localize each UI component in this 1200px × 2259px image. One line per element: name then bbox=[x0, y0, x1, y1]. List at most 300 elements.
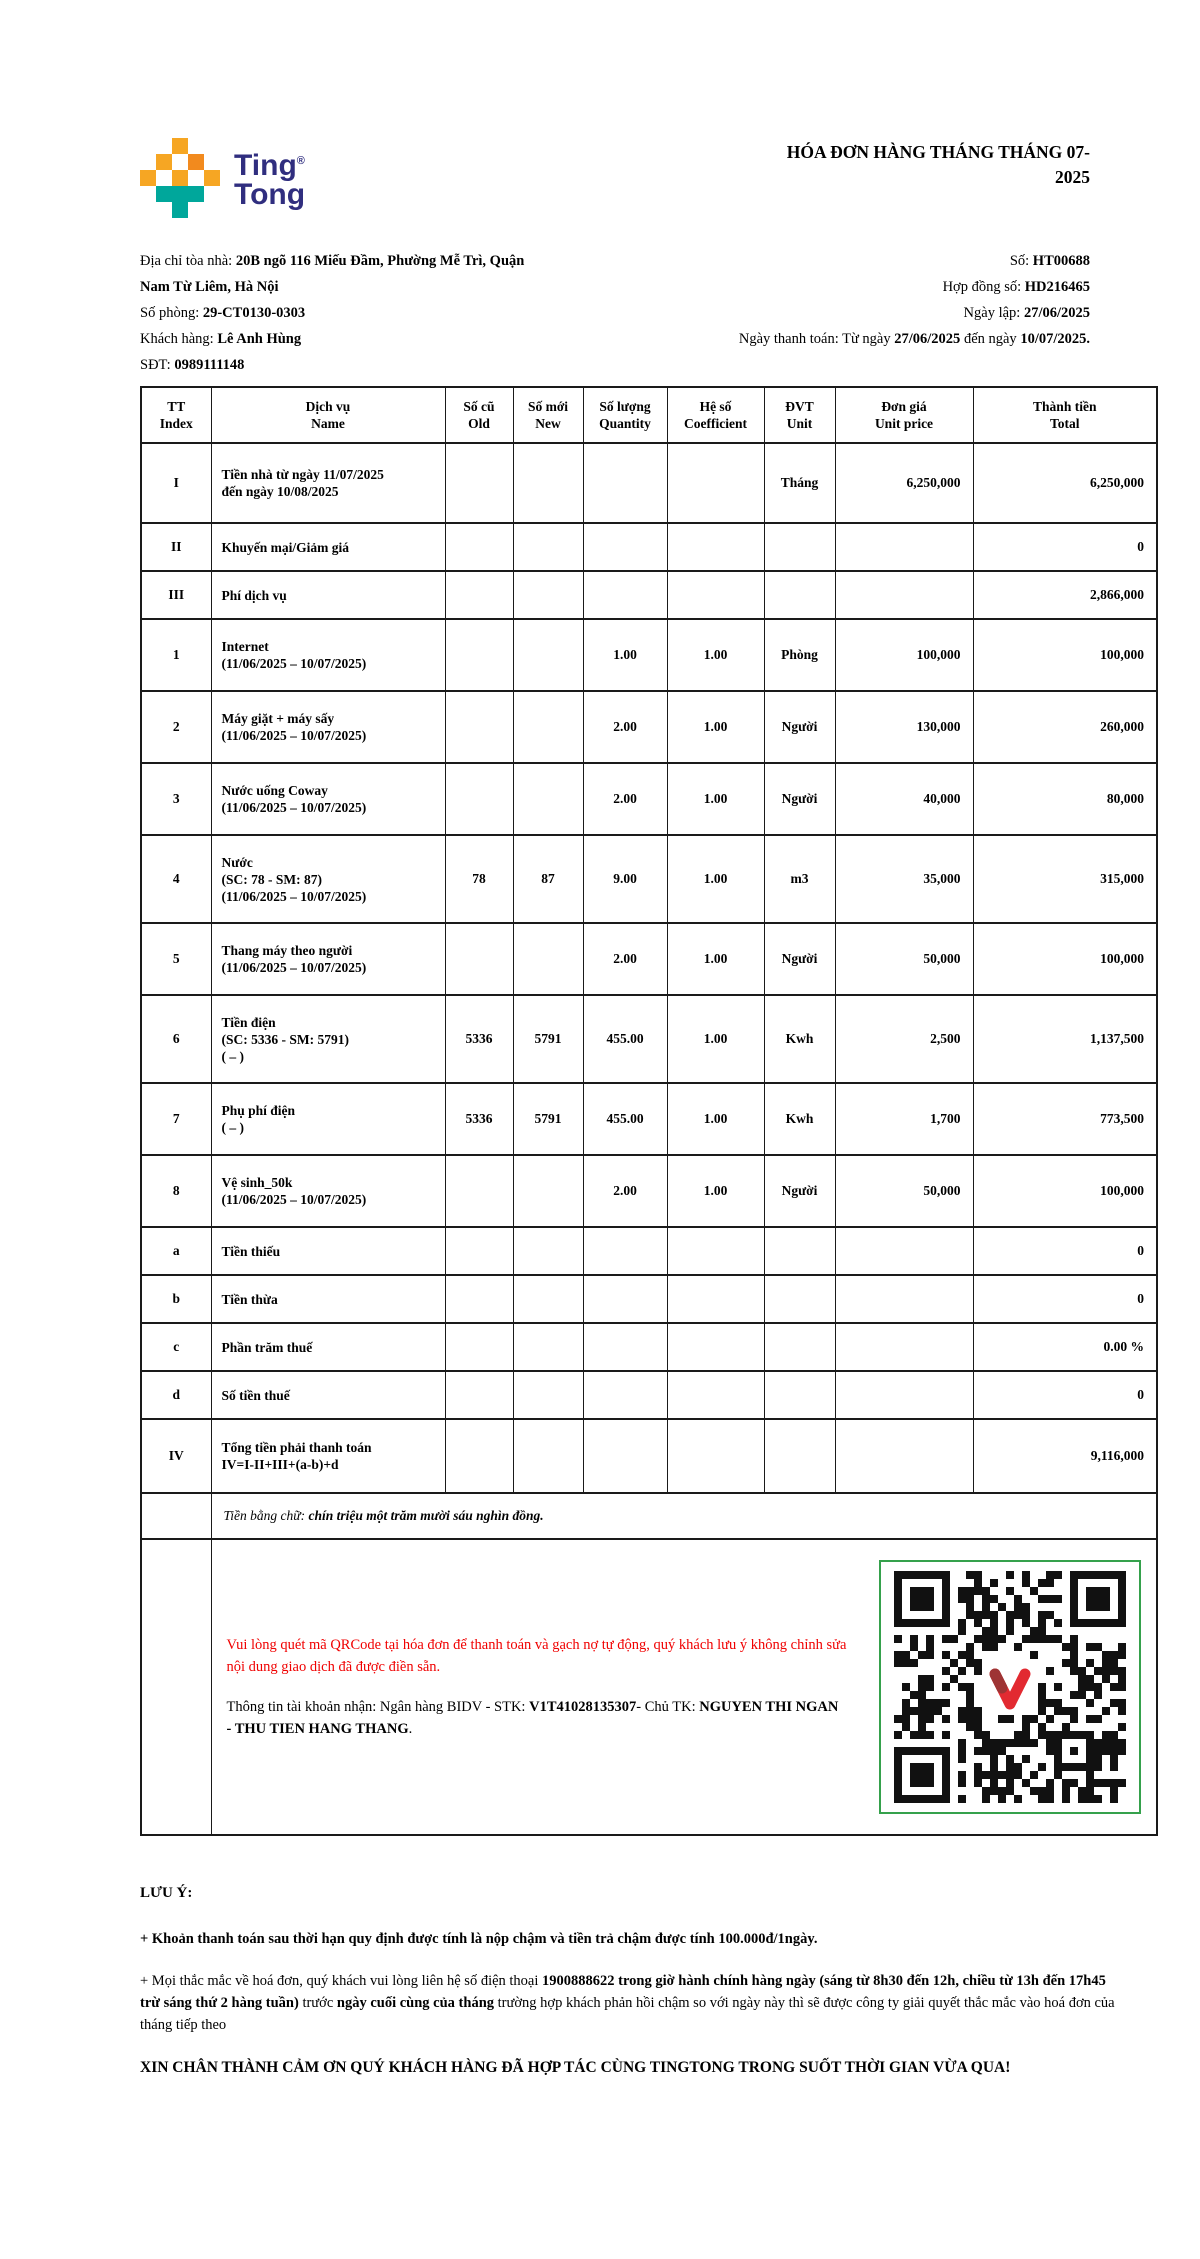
cell-name-line: Nước uống Coway bbox=[221, 783, 328, 798]
header-info-row bbox=[140, 326, 1156, 352]
invoice-title-line: HÓA ĐƠN HÀNG THÁNG THÁNG 07- bbox=[786, 142, 1090, 162]
table-row bbox=[141, 995, 1157, 1083]
cell-unit-price bbox=[835, 1323, 973, 1371]
text-segment: đến ngày bbox=[960, 331, 1021, 347]
logo-pixel-empty bbox=[188, 138, 204, 154]
cell-unit-price: 100,000 bbox=[835, 619, 973, 691]
cell-quantity: 9.00 bbox=[583, 835, 667, 923]
text-segment: Ngày thanh toán: Từ ngày bbox=[738, 331, 895, 347]
text-segment: 20B ngõ 116 Miếu Đầm, Phường Mễ Trì, Quận bbox=[235, 253, 525, 269]
notes-paragraph bbox=[140, 2056, 1116, 2080]
cell-new: 5791 bbox=[513, 995, 583, 1083]
text-segment: trước bbox=[298, 1995, 337, 2011]
footer-notes bbox=[140, 1882, 1156, 2080]
cell-total: 0 bbox=[973, 1275, 1157, 1323]
cell-quantity: 455.00 bbox=[583, 995, 667, 1083]
logo-pixel bbox=[156, 154, 172, 170]
cell-name-line: Tiền thiếu bbox=[221, 1243, 281, 1259]
cell-index: III bbox=[141, 571, 211, 619]
header-info-right bbox=[739, 326, 1156, 352]
cell-index: 5 bbox=[141, 923, 211, 995]
text-segment: Địa chỉ tòa nhà: bbox=[140, 253, 236, 269]
amount-in-words-row bbox=[141, 1493, 1157, 1539]
header-info-right bbox=[943, 274, 1156, 300]
text-segment: V1T41028135307 bbox=[529, 1699, 637, 1715]
empty-index-cell bbox=[141, 1539, 211, 1835]
cell-unit-price bbox=[835, 1371, 973, 1419]
cell-coefficient: 1.00 bbox=[667, 691, 764, 763]
cell-total: 80,000 bbox=[973, 763, 1157, 835]
cell-name-line: IV=I-II+III+(a-b)+d bbox=[221, 1457, 339, 1472]
cell-index: b bbox=[141, 1275, 211, 1323]
column-header-en: New bbox=[535, 416, 561, 431]
column-header-en: Name bbox=[311, 416, 345, 431]
cell-old bbox=[445, 619, 513, 691]
cell-quantity: 2.00 bbox=[583, 1155, 667, 1227]
cell-old bbox=[445, 1155, 513, 1227]
cell-name bbox=[211, 1155, 445, 1227]
table-row bbox=[141, 1155, 1157, 1227]
cell-coefficient: 1.00 bbox=[667, 1155, 764, 1227]
registered-mark: ® bbox=[296, 155, 305, 167]
column-header-en: Unit price bbox=[874, 416, 934, 431]
cell-name bbox=[211, 1419, 445, 1493]
notes-paragraph bbox=[140, 1970, 1116, 2036]
invoice-title-line: 2025 bbox=[1055, 167, 1090, 187]
table-row bbox=[141, 1323, 1157, 1371]
text-segment: trường hợp khách phản hồi chậm so với ngày này thì sẽ được công ty giải quyết thắc mắc vào hoá đơn của tháng tiếp theo bbox=[140, 1995, 1115, 2033]
header-info-row bbox=[140, 300, 1156, 326]
cell-quantity bbox=[583, 1371, 667, 1419]
header-info-left bbox=[140, 326, 301, 352]
logo-pixel bbox=[204, 170, 220, 186]
cell-unit-price: 40,000 bbox=[835, 763, 973, 835]
cell-name-line: ( – ) bbox=[221, 1048, 244, 1064]
cell-unit-price: 50,000 bbox=[835, 923, 973, 995]
cell-unit-price: 50,000 bbox=[835, 1155, 973, 1227]
text-segment: Hợp đồng số: bbox=[942, 279, 1025, 295]
text-segment: ngày cuối cùng của tháng bbox=[336, 1995, 495, 2011]
text-segment: 27/06/2025 bbox=[894, 331, 961, 347]
notes-paragraph bbox=[140, 1928, 1116, 1950]
cell-unit-price bbox=[835, 1227, 973, 1275]
cell-name-line: Internet bbox=[221, 639, 269, 654]
table-head bbox=[141, 387, 1157, 443]
table-row bbox=[141, 1227, 1157, 1275]
column-header bbox=[764, 387, 835, 443]
header-info-row bbox=[140, 248, 1156, 274]
cell-old bbox=[445, 1227, 513, 1275]
cell-unit-price bbox=[835, 1419, 973, 1493]
cell-unit: Tháng bbox=[764, 443, 835, 523]
cell-index: IV bbox=[141, 1419, 211, 1493]
column-header bbox=[667, 387, 764, 443]
cell-new bbox=[513, 1155, 583, 1227]
logo-pixel bbox=[188, 186, 204, 202]
cell-index: c bbox=[141, 1323, 211, 1371]
notes-heading: LƯU Ý: bbox=[140, 1885, 193, 1901]
cell-old bbox=[445, 1323, 513, 1371]
cell-total: 0.00 % bbox=[973, 1323, 1157, 1371]
text-segment: Ngày lập: bbox=[963, 305, 1024, 321]
text-segment: - Chủ TK: bbox=[636, 1699, 700, 1715]
cell-index: 6 bbox=[141, 995, 211, 1083]
text-segment: 1900888622 trong giờ hành chính hàng ngày (sáng từ 8h30 đến 12h, chiều từ 13h đến 17h45 trừ sáng thứ 2 hàng tuần) bbox=[140, 1973, 1106, 2011]
empty-index-cell bbox=[141, 1493, 211, 1539]
amount-in-words-label: Tiền bằng chữ: bbox=[223, 1508, 309, 1523]
header-info-left bbox=[140, 274, 279, 300]
cell-coefficient bbox=[667, 443, 764, 523]
table-row bbox=[141, 619, 1157, 691]
cell-old bbox=[445, 691, 513, 763]
cell-coefficient bbox=[667, 1275, 764, 1323]
cell-coefficient bbox=[667, 1371, 764, 1419]
cell-name bbox=[211, 1227, 445, 1275]
cell-index: 4 bbox=[141, 835, 211, 923]
cell-name-line: Tiền nhà từ ngày 11/07/2025 bbox=[221, 467, 384, 482]
column-header-en: Unit bbox=[786, 416, 813, 431]
cell-new bbox=[513, 619, 583, 691]
cell-old bbox=[445, 923, 513, 995]
cell-unit-price: 6,250,000 bbox=[835, 443, 973, 523]
header-info-row bbox=[140, 352, 1156, 378]
text-segment: + Khoản thanh toán sau thời hạn quy định được tính là nộp chậm và tiền trả chậm được tính 100.000đ/1ngày. bbox=[140, 1931, 818, 1947]
cell-quantity: 455.00 bbox=[583, 1083, 667, 1155]
table-row bbox=[141, 1371, 1157, 1419]
cell-name-line: Thang máy theo người bbox=[221, 943, 353, 958]
text-segment: HD216465 bbox=[1024, 279, 1090, 295]
column-header bbox=[583, 387, 667, 443]
cell-new bbox=[513, 923, 583, 995]
cell-quantity bbox=[583, 1419, 667, 1493]
cell-coefficient bbox=[667, 523, 764, 571]
cell-index: 2 bbox=[141, 691, 211, 763]
cell-unit-price bbox=[835, 523, 973, 571]
header-info-left bbox=[140, 248, 524, 274]
column-header bbox=[445, 387, 513, 443]
cell-name bbox=[211, 1323, 445, 1371]
payment-cell bbox=[211, 1539, 1157, 1835]
text-segment: Số phòng: bbox=[140, 305, 203, 321]
cell-total: 9,116,000 bbox=[973, 1419, 1157, 1493]
column-header-en: Index bbox=[159, 416, 193, 431]
qr-code bbox=[879, 1560, 1141, 1814]
column-header-en: Old bbox=[468, 416, 490, 431]
text-segment: . bbox=[408, 1721, 413, 1737]
table-row bbox=[141, 691, 1157, 763]
cell-index: 3 bbox=[141, 763, 211, 835]
cell-old bbox=[445, 571, 513, 619]
cell-new bbox=[513, 691, 583, 763]
cell-old: 5336 bbox=[445, 1083, 513, 1155]
payment-qr-note: Vui lòng quét mã QRCode tại hóa đơn để thanh toán và gạch nợ tự động, quý khách lưu ý không chỉnh sửa nội dung giao dịch đã được điền sẵn. bbox=[226, 1637, 847, 1675]
cell-name-line: Vệ sinh_50k bbox=[221, 1175, 293, 1190]
cell-name-line: (11/06/2025 – 10/07/2025) bbox=[221, 800, 367, 815]
column-header-vi: Số mới bbox=[527, 399, 569, 414]
column-header-en: Coefficient bbox=[684, 416, 747, 431]
logo-pixel-empty bbox=[140, 154, 156, 170]
table-row bbox=[141, 571, 1157, 619]
cell-total: 315,000 bbox=[973, 835, 1157, 923]
text-segment: Thông tin tài khoản nhận: Ngân hàng BIDV - STK: bbox=[226, 1699, 530, 1715]
cell-unit-price bbox=[835, 571, 973, 619]
tingtong-logo-text bbox=[234, 147, 305, 209]
cell-index: 1 bbox=[141, 619, 211, 691]
cell-unit bbox=[764, 1227, 835, 1275]
cell-name bbox=[211, 1083, 445, 1155]
cell-name bbox=[211, 619, 445, 691]
cell-old bbox=[445, 1371, 513, 1419]
column-header-vi: ĐVT bbox=[785, 399, 814, 414]
column-header bbox=[141, 387, 211, 443]
cell-name-line: Phụ phí điện bbox=[221, 1103, 296, 1118]
cell-quantity: 2.00 bbox=[583, 691, 667, 763]
text-segment: XIN CHÂN THÀNH CẢM ƠN QUÝ KHÁCH HÀNG ĐÃ HỢP TÁC CÙNG TINGTONG TRONG SUỐT THỜI GIAN VỪA QUA! bbox=[140, 2059, 1011, 2076]
column-header-vi: Số lượng bbox=[599, 399, 651, 414]
cell-coefficient bbox=[667, 571, 764, 619]
column-header-vi: Hệ số bbox=[699, 399, 732, 414]
cell-coefficient: 1.00 bbox=[667, 923, 764, 995]
cell-name-line: (SC: 78 - SM: 87) bbox=[221, 871, 322, 887]
qr-code-image bbox=[894, 1571, 1126, 1803]
cell-old bbox=[445, 1275, 513, 1323]
cell-coefficient bbox=[667, 1323, 764, 1371]
cell-total: 100,000 bbox=[973, 619, 1157, 691]
cell-quantity: 2.00 bbox=[583, 763, 667, 835]
cell-old bbox=[445, 1419, 513, 1493]
column-header-vi: TT bbox=[167, 399, 186, 414]
text-segment: Lê Anh Hùng bbox=[217, 331, 302, 347]
text-segment: + Mọi thắc mắc về hoá đơn, quý khách vui lòng liên hệ số điện thoại bbox=[140, 1973, 543, 1989]
header-info-left bbox=[140, 352, 244, 378]
text-segment: Số: bbox=[1009, 253, 1033, 269]
cell-unit-price: 2,500 bbox=[835, 995, 973, 1083]
logo-pixel bbox=[172, 202, 188, 218]
cell-name-line: Phần trăm thuế bbox=[221, 1339, 313, 1355]
logo-pixel bbox=[172, 186, 188, 202]
cell-unit-price: 1,700 bbox=[835, 1083, 973, 1155]
cell-index: 8 bbox=[141, 1155, 211, 1227]
cell-new bbox=[513, 1323, 583, 1371]
cell-name-line: (11/06/2025 – 10/07/2025) bbox=[221, 888, 367, 904]
cell-unit: Người bbox=[764, 763, 835, 835]
cell-name bbox=[211, 763, 445, 835]
header-info-right bbox=[1010, 248, 1156, 274]
table-row bbox=[141, 763, 1157, 835]
header-info bbox=[140, 248, 1156, 378]
logo-pixel-empty bbox=[140, 138, 156, 154]
cell-unit-price: 35,000 bbox=[835, 835, 973, 923]
cell-coefficient: 1.00 bbox=[667, 1083, 764, 1155]
cell-name bbox=[211, 923, 445, 995]
cell-total: 6,250,000 bbox=[973, 443, 1157, 523]
cell-unit bbox=[764, 1323, 835, 1371]
payment-text bbox=[227, 1634, 847, 1740]
cell-new: 87 bbox=[513, 835, 583, 923]
logo-pixel-empty bbox=[204, 202, 220, 218]
logo-pixel-empty bbox=[140, 202, 156, 218]
cell-new bbox=[513, 1371, 583, 1419]
table-header-row bbox=[141, 387, 1157, 443]
cell-name-line: ( – ) bbox=[221, 1120, 244, 1135]
payment-account-info bbox=[227, 1696, 847, 1740]
cell-new bbox=[513, 523, 583, 571]
cell-old bbox=[445, 763, 513, 835]
text-segment: Nam Từ Liêm, Hà Nội bbox=[140, 279, 279, 295]
cell-quantity bbox=[583, 571, 667, 619]
cell-unit: Kwh bbox=[764, 995, 835, 1083]
cell-unit bbox=[764, 1371, 835, 1419]
table-row bbox=[141, 523, 1157, 571]
cell-new bbox=[513, 571, 583, 619]
cell-total: 100,000 bbox=[973, 923, 1157, 995]
cell-unit-price: 130,000 bbox=[835, 691, 973, 763]
cell-quantity bbox=[583, 523, 667, 571]
cell-name-line: (11/06/2025 – 10/07/2025) bbox=[221, 656, 367, 671]
text-segment: 0989111148 bbox=[174, 357, 245, 373]
table-row bbox=[141, 923, 1157, 995]
cell-name bbox=[211, 1371, 445, 1419]
column-header-en: Quantity bbox=[599, 416, 651, 431]
header-info-right bbox=[964, 300, 1156, 326]
logo-pixel bbox=[140, 170, 156, 186]
cell-unit bbox=[764, 523, 835, 571]
cell-quantity bbox=[583, 1323, 667, 1371]
cell-name bbox=[211, 571, 445, 619]
cell-name-line: (11/06/2025 – 10/07/2025) bbox=[221, 1192, 367, 1207]
cell-total: 0 bbox=[973, 1371, 1157, 1419]
cell-new bbox=[513, 443, 583, 523]
vietqr-v-logo-shade-icon bbox=[995, 1674, 1002, 1688]
cell-index: I bbox=[141, 443, 211, 523]
tingtong-logo-pixels-icon bbox=[140, 138, 220, 218]
invoice-table bbox=[140, 386, 1158, 1836]
table-row bbox=[141, 443, 1157, 523]
cell-index: d bbox=[141, 1371, 211, 1419]
cell-name-line: Khuyến mại/Giảm giá bbox=[221, 539, 350, 555]
cell-old: 78 bbox=[445, 835, 513, 923]
cell-coefficient: 1.00 bbox=[667, 763, 764, 835]
cell-name-line: đến ngày 10/08/2025 bbox=[221, 484, 339, 499]
cell-name-line: Tổng tiền phải thanh toán bbox=[221, 1440, 372, 1455]
logo-pixel bbox=[172, 138, 188, 154]
column-header bbox=[973, 387, 1157, 443]
cell-name-line: (11/06/2025 – 10/07/2025) bbox=[221, 728, 367, 743]
column-header-vi: Số cũ bbox=[463, 399, 495, 414]
logo-pixel-empty bbox=[188, 170, 204, 186]
cell-name bbox=[211, 523, 445, 571]
cell-new bbox=[513, 1227, 583, 1275]
cell-name-line: (SC: 5336 - SM: 5791) bbox=[221, 1031, 349, 1047]
text-segment: 10/07/2025. bbox=[1020, 331, 1090, 347]
payment-wrap bbox=[213, 1552, 1156, 1822]
cell-name-line: Nước bbox=[221, 854, 253, 870]
logo-pixel-empty bbox=[156, 202, 172, 218]
cell-name bbox=[211, 443, 445, 523]
cell-coefficient: 1.00 bbox=[667, 619, 764, 691]
text-segment: NGUYEN THI NGAN - THU TIEN HANG THANG bbox=[226, 1699, 839, 1737]
column-header bbox=[513, 387, 583, 443]
cell-name bbox=[211, 691, 445, 763]
cell-name-line: Số tiền thuế bbox=[221, 1387, 290, 1403]
cell-total: 0 bbox=[973, 523, 1157, 571]
cell-unit: Người bbox=[764, 923, 835, 995]
invoice-header bbox=[140, 138, 1156, 218]
payment-row bbox=[141, 1539, 1157, 1835]
text-segment: Khách hàng: bbox=[140, 331, 218, 347]
column-header-en: Total bbox=[1049, 416, 1080, 431]
cell-name bbox=[211, 995, 445, 1083]
table-row bbox=[141, 1275, 1157, 1323]
cell-quantity bbox=[583, 443, 667, 523]
cell-unit: Kwh bbox=[764, 1083, 835, 1155]
cell-quantity: 2.00 bbox=[583, 923, 667, 995]
cell-total: 2,866,000 bbox=[973, 571, 1157, 619]
cell-unit-price bbox=[835, 1275, 973, 1323]
logo-pixel-empty bbox=[156, 138, 172, 154]
cell-total: 1,137,500 bbox=[973, 995, 1157, 1083]
cell-quantity bbox=[583, 1275, 667, 1323]
cell-coefficient bbox=[667, 1227, 764, 1275]
cell-total: 100,000 bbox=[973, 1155, 1157, 1227]
cell-coefficient bbox=[667, 1419, 764, 1493]
logo-pixel-empty bbox=[204, 154, 220, 170]
column-header bbox=[835, 387, 973, 443]
cell-unit: m3 bbox=[764, 835, 835, 923]
cell-new bbox=[513, 763, 583, 835]
cell-coefficient: 1.00 bbox=[667, 835, 764, 923]
logo-pixel-empty bbox=[172, 154, 188, 170]
cell-index: a bbox=[141, 1227, 211, 1275]
logo-pixel-empty bbox=[204, 186, 220, 202]
logo-pixel bbox=[172, 170, 188, 186]
logo-pixel bbox=[156, 186, 172, 202]
cell-name-line: Tiền thừa bbox=[221, 1291, 278, 1307]
cell-new: 5791 bbox=[513, 1083, 583, 1155]
logo-word-bottom: Tong bbox=[234, 178, 306, 211]
cell-quantity bbox=[583, 1227, 667, 1275]
cell-name-line: (11/06/2025 – 10/07/2025) bbox=[221, 960, 367, 975]
logo-pixel-empty bbox=[140, 186, 156, 202]
invoice-content bbox=[140, 0, 1156, 2100]
tingtong-logo bbox=[140, 138, 305, 218]
cell-quantity: 1.00 bbox=[583, 619, 667, 691]
column-header bbox=[211, 387, 445, 443]
text-segment: SĐT: bbox=[140, 357, 175, 373]
cell-unit bbox=[764, 1419, 835, 1493]
amount-in-words-cell bbox=[211, 1493, 1157, 1539]
table-row bbox=[141, 1083, 1157, 1155]
cell-unit: Người bbox=[764, 691, 835, 763]
cell-index: II bbox=[141, 523, 211, 571]
cell-name bbox=[211, 1275, 445, 1323]
cell-coefficient: 1.00 bbox=[667, 995, 764, 1083]
amount-in-words-value: chín triệu một trăm mười sáu nghìn đồng. bbox=[308, 1508, 544, 1523]
invoice-title bbox=[787, 138, 1156, 190]
cell-index: 7 bbox=[141, 1083, 211, 1155]
cell-total: 260,000 bbox=[973, 691, 1157, 763]
cell-name-line: Tiền điện bbox=[221, 1014, 276, 1030]
text-segment: 29-CT0130-0303 bbox=[202, 305, 306, 321]
header-info-left bbox=[140, 300, 305, 326]
logo-pixel-empty bbox=[188, 202, 204, 218]
cell-name-line: Máy giặt + máy sấy bbox=[221, 711, 335, 726]
column-header-vi: Thành tiền bbox=[1033, 399, 1097, 414]
cell-unit bbox=[764, 1275, 835, 1323]
cell-total: 773,500 bbox=[973, 1083, 1157, 1155]
cell-total: 0 bbox=[973, 1227, 1157, 1275]
logo-pixel-empty bbox=[204, 138, 220, 154]
